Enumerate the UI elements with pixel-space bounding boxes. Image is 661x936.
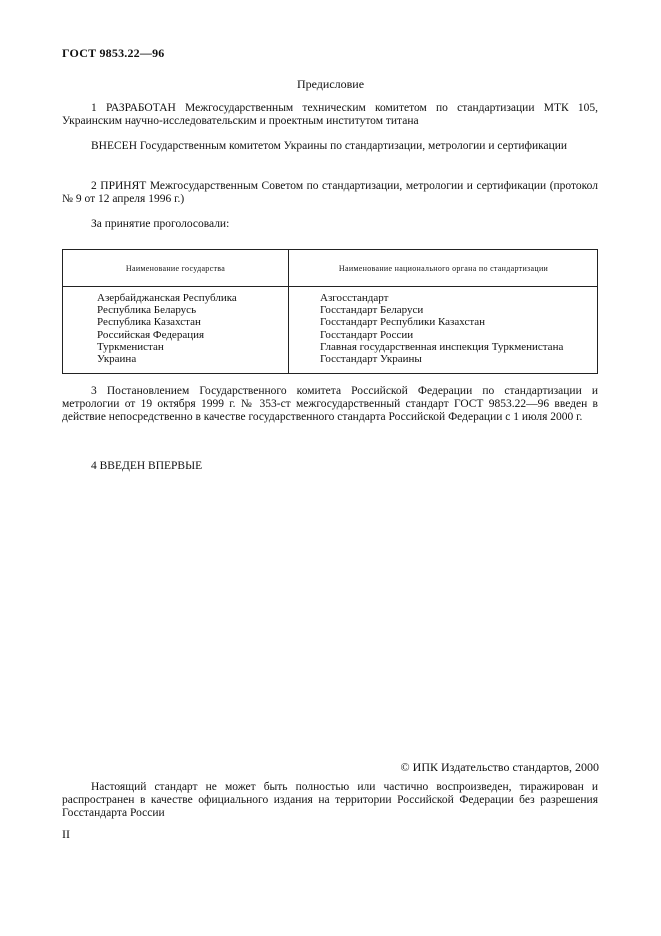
table-cell-body: Главная государственная инспекция Туркменистана [320, 340, 564, 353]
table-cell-body: Азгосстандарт [320, 292, 389, 304]
table-cell-state: Туркменистан [97, 340, 164, 353]
paragraph-first-introduced [62, 460, 598, 473]
table-column-states [97, 292, 287, 365]
paragraph-first-introduced-text: 4 ВВЕДЕН ВПЕРВЫЕ [91, 460, 203, 472]
table-header-divider [63, 286, 597, 287]
reproduction-notice-text: Настоящий стандарт не может быть полностью или частично воспроизведен, тиражирован и распространен в качестве официального издания на территории Российской Федерации без разрешения Госстандарта России [62, 781, 598, 819]
table-column-bodies [320, 292, 595, 365]
table-cell-state: Республика Казахстан [97, 316, 201, 329]
table-cell-state: Азербайджанская Республика [97, 292, 237, 304]
page-number: II [62, 827, 70, 841]
paragraph-adopted-text: 2 ПРИНЯТ Межгосударственным Советом по стандартизации, метрологии и сертификации (протокол № 9 от 12 апреля 1996 г.) [62, 180, 598, 205]
table-cell-body: Госстандарт Республики Казахстан [320, 316, 486, 329]
paragraph-voted-text: За принятие проголосовали: [91, 218, 230, 230]
table-cell-state: Украина [97, 353, 137, 366]
table-cell-body: Госстандарт Украины [320, 353, 422, 366]
table-header-body: Наименование национального органа по стандартизации [338, 264, 549, 273]
copyright-line: © ИПК Издательство стандартов, 2000 [400, 760, 599, 774]
paragraph-developed [62, 102, 598, 128]
table-header-state: Наименование государства [125, 264, 226, 273]
page-title: Предисловие [296, 77, 365, 91]
paragraph-voted [62, 218, 598, 231]
table-cell-body: Госстандарт России [320, 328, 414, 341]
paragraph-developed-text: 1 РАЗРАБОТАН Межгосударственным техническим комитетом по стандартизации МТК 105, Украинским научно-исследовательским и проектным институтом титана [62, 102, 598, 127]
paragraph-introduced-text: ВНЕСЕН Государственным комитетом Украины по стандартизации, метрологии и сертификации [91, 140, 568, 152]
reproduction-notice [62, 781, 598, 820]
voting-table [62, 249, 598, 374]
paragraph-adopted [62, 180, 598, 206]
table-cell-body: Госстандарт Беларуси [320, 304, 424, 317]
paragraph-enacted-text: 3 Постановлением Государственного комитета Российской Федерации по стандартизации и метрологии от 19 октября 1999 г. № 353-ст межгосударственный стандарт ГОСТ 9853.22—96 введен в действие непосредственно в качестве государственного стандарта Российской Федерации с 1 июля 2000 г. [62, 385, 598, 423]
table-cell-state: Российская Федерация [97, 328, 205, 341]
table-cell-state: Республика Беларусь [97, 304, 197, 317]
document-id: ГОСТ 9853.22—96 [62, 46, 165, 60]
paragraph-introduced [62, 140, 598, 153]
paragraph-enacted [62, 385, 598, 424]
